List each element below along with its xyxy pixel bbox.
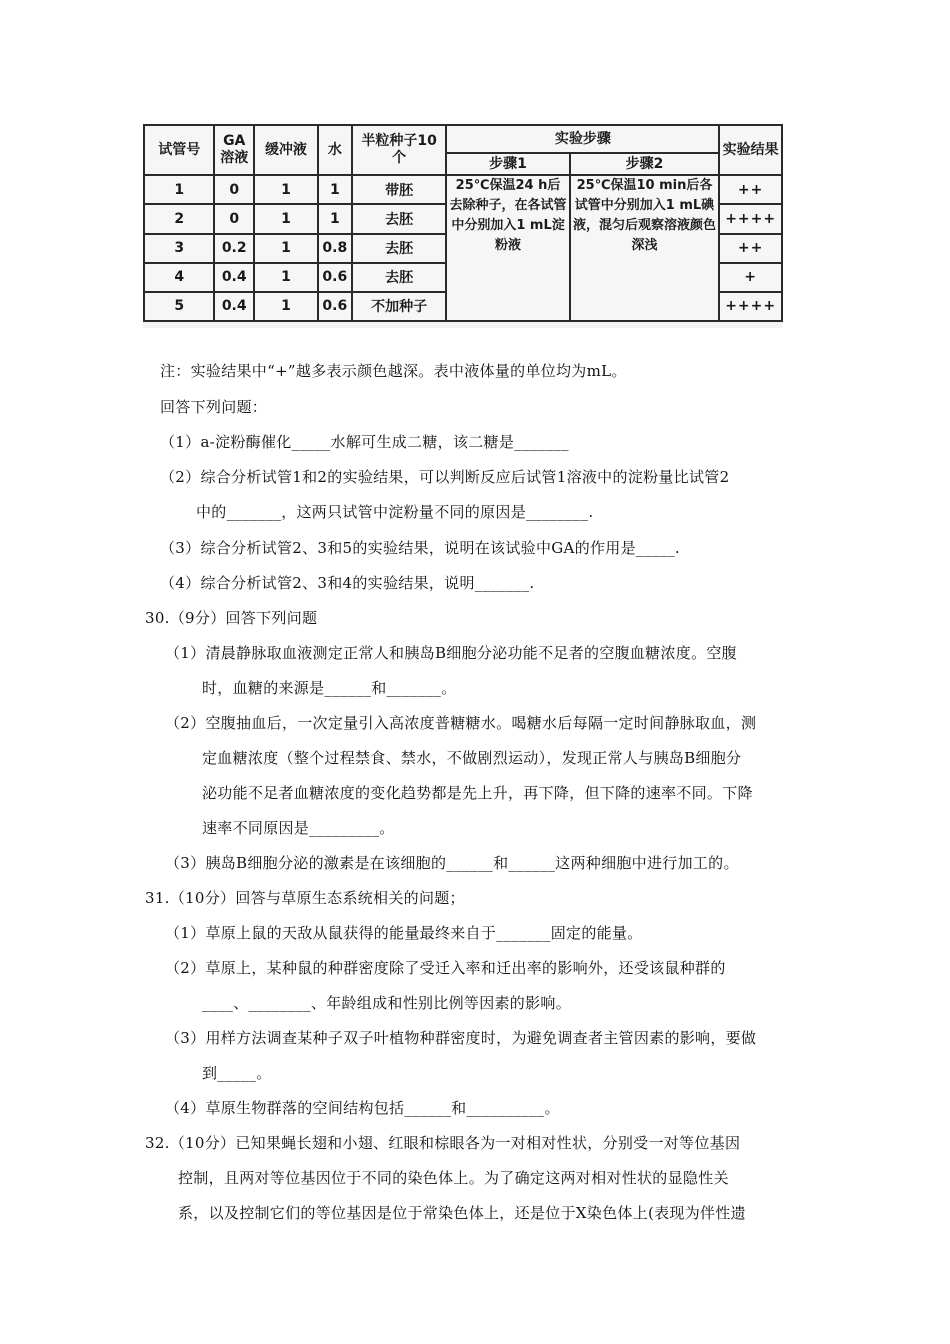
problem-31-title: 31.（10分）回答与草原生态系统相关的问题； (145, 889, 465, 907)
cell-water: 0.6 (318, 292, 352, 321)
question-1: （1）a-淀粉酶催化_____水解可生成二糖，该二糖是_______ (160, 433, 569, 451)
problem-31-q3-line1: （3）用样方法调查某种子双子叶植物种群密度时，为避免调查者主管因素的影响，要做 (165, 1029, 757, 1047)
cell-buffer: 1 (254, 292, 318, 321)
cell-step2: 25℃保温10 min后各试管中分别加入1 mL碘液，混匀后观察溶液颜色深浅 (570, 175, 720, 321)
cell-ga: 0 (214, 204, 254, 233)
cell-tube: 4 (144, 263, 214, 292)
cell-seeds: 去胚 (352, 234, 447, 263)
cell-seeds: 去胚 (352, 263, 447, 292)
cell-tube: 2 (144, 204, 214, 233)
problem-31-q3-line2: 到_____。 (202, 1064, 272, 1082)
cell-tube: 3 (144, 234, 214, 263)
cell-buffer: 1 (254, 234, 318, 263)
cell-seeds: 去胚 (352, 204, 447, 233)
cell-seeds: 带胚 (352, 175, 447, 204)
problem-30-q2-line1: （2）空腹抽血后，一次定量引入高浓度普糖糖水。喝糖水后每隔一定时间静脉取血，测 (165, 714, 757, 732)
cell-seeds: 不加种子 (352, 292, 447, 321)
experiment-table-image (143, 124, 783, 328)
problem-30-q2-line2: 定血糖浓度（整个过程禁食、禁水，不做剧烈运动），发现正常人与胰岛B细胞分 (202, 749, 742, 767)
cell-result: ++ (719, 234, 782, 263)
cell-tube: 5 (144, 292, 214, 321)
header-water: 水 (318, 125, 352, 175)
cell-ga: 0.4 (214, 292, 254, 321)
header-seeds: 半粒种子10个 (352, 125, 447, 175)
header-steps: 实验步骤 (446, 125, 719, 153)
problem-32-line1: 32.（10分）已知果蝇长翅和小翅、红眼和棕眼各为一对相对性状，分别受一对等位基因 (145, 1134, 741, 1152)
header-step2: 步骤2 (570, 153, 720, 175)
problem-30-q1-line2: 时，血糖的来源是______和_______。 (202, 679, 457, 697)
question-3: （3）综合分析试管2、3和5的实验结果，说明在该试验中GA的作用是_____. (160, 539, 680, 557)
problem-30-q1-line1: （1）清晨静脉取血液测定正常人和胰岛B细胞分泌功能不足者的空腹血糖浓度。空腹 (165, 644, 737, 662)
header-ga: GA溶液 (214, 125, 254, 175)
problem-30-title: 30.（9分）回答下列问题 (145, 609, 318, 627)
cell-step1: 25℃保温24 h后去除种子，在各试管中分别加入1 mL淀粉液 (446, 175, 569, 321)
table-note: 注：实验结果中“+”越多表示颜色越深。表中液体量的单位均为mL。 (160, 362, 627, 380)
header-step1: 步骤1 (446, 153, 569, 175)
problem-31-q1: （1）草原上鼠的天敌从鼠获得的能量最终来自于_______固定的能量。 (165, 924, 643, 942)
cell-water: 0.8 (318, 234, 352, 263)
problem-31-q2-line2: ____、________、年龄组成和性别比例等因素的影响。 (202, 994, 572, 1012)
answer-prompt: 回答下列问题： (160, 398, 268, 416)
cell-buffer: 1 (254, 263, 318, 292)
cell-ga: 0.4 (214, 263, 254, 292)
cell-ga: 0 (214, 175, 254, 204)
question-4: （4）综合分析试管2、3和4的实验结果，说明_______. (160, 574, 535, 592)
problem-32-line2: 控制，且两对等位基因位于不同的染色体上。为了确定这两对相对性状的显隐性关 (178, 1169, 729, 1187)
problem-32-line3: 系，以及控制它们的等位基因是位于常染色体上，还是位于X染色体上(表现为伴性遗 (178, 1204, 746, 1222)
experiment-table (143, 124, 783, 322)
cell-buffer: 1 (254, 175, 318, 204)
cell-result: ++++ (719, 204, 782, 233)
cell-result: + (719, 263, 782, 292)
cell-water: 1 (318, 175, 352, 204)
question-2-line2: 中的_______，这两只试管中淀粉量不同的原因是________. (196, 503, 594, 521)
problem-31-q2-line1: （2）草原上，某种鼠的种群密度除了受迁入率和迁出率的影响外，还受该鼠种群的 (165, 959, 726, 977)
cell-result: ++ (719, 175, 782, 204)
cell-tube: 1 (144, 175, 214, 204)
header-result: 实验结果 (719, 125, 782, 175)
question-2-line1: （2）综合分析试管1和2的实验结果，可以判断反应后试管1溶液中的淀粉量比试管2 (160, 468, 730, 486)
problem-31-q4: （4）草原生物群落的空间结构包括______和__________。 (165, 1099, 560, 1117)
problem-30-q3: （3）胰岛B细胞分泌的激素是在该细胞的______和______这两种细胞中进行加工的。 (165, 854, 739, 872)
header-tube: 试管号 (144, 125, 214, 175)
cell-water: 0.6 (318, 263, 352, 292)
table-row (144, 175, 782, 204)
cell-buffer: 1 (254, 204, 318, 233)
cell-ga: 0.2 (214, 234, 254, 263)
header-buffer: 缓冲液 (254, 125, 318, 175)
cell-water: 1 (318, 204, 352, 233)
cell-result: ++++ (719, 292, 782, 321)
problem-30-q2-line3: 泌功能不足者血糖浓度的变化趋势都是先上升，再下降，但下降的速率不同。下降 (202, 784, 753, 802)
problem-30-q2-line4: 速率不同原因是_________。 (202, 819, 395, 837)
